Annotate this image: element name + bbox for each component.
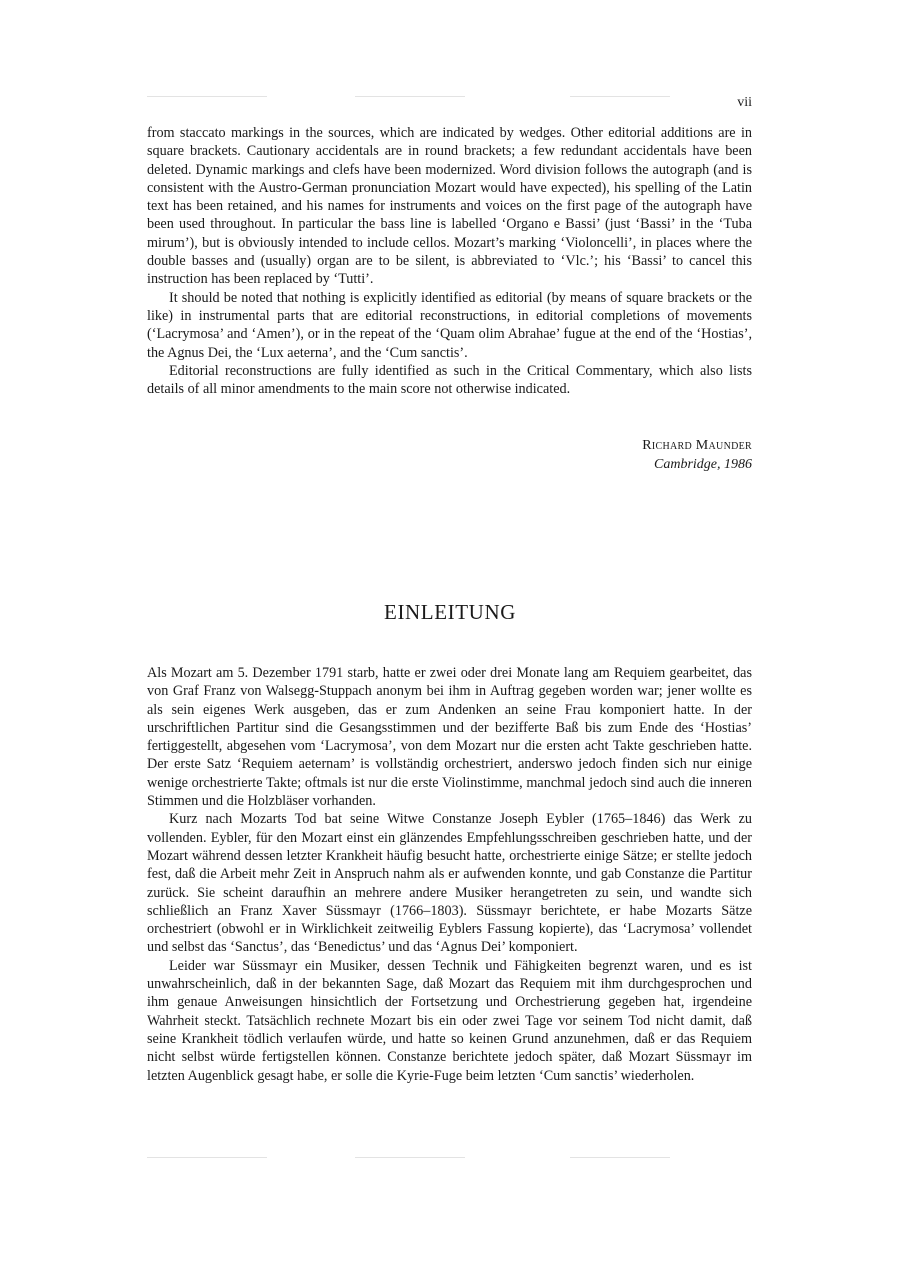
english-paragraph-1: from staccato markings in the sources, which are indicated by wedges. Other editorial additions are in square brackets. Cautionary accidentals are in round brackets; a few redundant accidentals have been deleted. Dynamic markings and clefs have been modernized. Word division follows the autograph (and is consistent with the Austro-German pronunciation Mozart would have expected), his spelling of the Latin text has been retained, and his names for instruments and voices on the first page of the autograph have been used throughout. In particular the bass line is labelled ‘Organo e Bassi’ (just ‘Bassi’ in the ‘Tuba mirum’), but is obviously intended to include cellos. Mozart’s marking ‘Violoncelli’, in places where the double basses and (usually) organ are to be silent, is abbreviated to ‘Vlc.’; his ‘Bassi’ to cancel this instruction has been replaced by ‘Tutti’. bbox=[147, 125, 752, 288]
english-paragraph-3: Editorial reconstructions are fully identified as such in the Critical Commentary, which also lists details of all minor amendments to the main score not otherwise indicated. bbox=[147, 362, 752, 398]
german-introduction bbox=[147, 664, 752, 1085]
german-paragraph-3: Leider war Süssmayr ein Musiker, dessen Technik und Fähigkeiten begrenzt waren, und es ist unwahrscheinlich, daß in der bekannten Sage, daß Mozart das Requiem mit ihm durchgesprochen und ihm genaue Anweisungen hinsichtlich der Fortsetzung und Orchestrierung gegeben hat, irgendeine Wahrheit steckt. Tatsächlich rechnete Mozart bis ein oder zwei Tage vor seinem Tod nicht damit, daß seine Krankheit tödlich verlaufen würde, und hatte so keinen Grund anzunehmen, daß er das Requiem nicht selbst würde fertigstellen können. Constanze berichtete jedoch später, daß Mozart Süssmayr im letzten Augenblick gesagt habe, er solle die Kyrie-Fuge beim letzten ‘Cum sanctis’ wiederholen. bbox=[147, 957, 752, 1084]
section-heading: EINLEITUNG bbox=[384, 600, 516, 624]
top-scan-rule bbox=[355, 96, 465, 97]
german-paragraph-2: Kurz nach Mozarts Tod bat seine Witwe Constanze Joseph Eybler (1765–1846) das Werk zu vollenden. Eybler, für den Mozart einst ein glänzendes Empfehlungsschreiben geschrieben hatte, und der Mozart während dessen letzter Krankheit häufig besucht hatte, orchestrierte einige Sätze; er stellte jedoch fest, daß die Arbeit mehr Zeit in Anspruch nahm als er aufwenden konnte, und gab Constanze die Partitur zurück. Sie scheint daraufhin an mehrere andere Musiker herangetreten zu sein, und wandte sich schließlich an Franz Xaver Süssmayr (1766–1803). Süssmayr berichtete, er habe Mozarts Sätze orchestriert (obwohl er in Wirklichkeit zeitweilig Eyblers Fassung kopierte), das ‘Lacrymosa’ vollendet und selbst das ‘Sanctus’, das ‘Benedictus’ und das ‘Agnus Dei’ komponiert. bbox=[147, 811, 752, 956]
english-paragraph-2: It should be noted that nothing is explicitly identified as editorial (by means of square brackets or the like) in instrumental parts that are editorial reconstructions, in editorial completions of movements (‘Lacrymosa’ and ‘Amen’), or in the repeat of the ‘Quam olim Abrahae’ fugue at the end of the ‘Hostias’, the Agnus Dei, the ‘Lux aeterna’, and the ‘Cum sanctis’. bbox=[147, 289, 752, 361]
english-notes bbox=[147, 124, 752, 398]
signature-place-date: Cambridge, 1986 bbox=[654, 457, 752, 472]
top-scan-rule bbox=[570, 96, 670, 97]
signature-name: Richard Maunder bbox=[642, 438, 752, 453]
bottom-scan-rule bbox=[355, 1157, 465, 1158]
top-scan-rule bbox=[147, 96, 267, 97]
bottom-scan-rule bbox=[147, 1157, 267, 1158]
bottom-scan-rule bbox=[570, 1157, 670, 1158]
german-paragraph-1: Als Mozart am 5. Dezember 1791 starb, hatte er zwei oder drei Monate lang am Requiem gearbeitet, das von Graf Franz von Walsegg-Stuppach anonym bei ihm in Auftrag gegeben worden war; jener wollte es als sein eigenes Werk ausgeben, das er zum Andenken an seine Frau komponiert hatte. In der urschriftlichen Partitur sind die Gesangsstimmen und der bezifferte Baß bis zum Ende des ‘Hostias’ fertiggestellt, abgesehen vom ‘Lacrymosa’, von dem Mozart nur die ersten acht Takte geschrieben hatte. Der erste Satz ‘Requiem aeternam’ is vollständig orchestriert, anderswo jedoch finden sich nur einige wenige orchestrierte Takte; oftmals ist nur die erste Violinstimme, manchmal jedoch sind auch die inneren Stimmen und die Holzbläser vorhanden. bbox=[147, 665, 752, 810]
signature bbox=[452, 436, 752, 474]
page-number: vii bbox=[737, 95, 752, 110]
